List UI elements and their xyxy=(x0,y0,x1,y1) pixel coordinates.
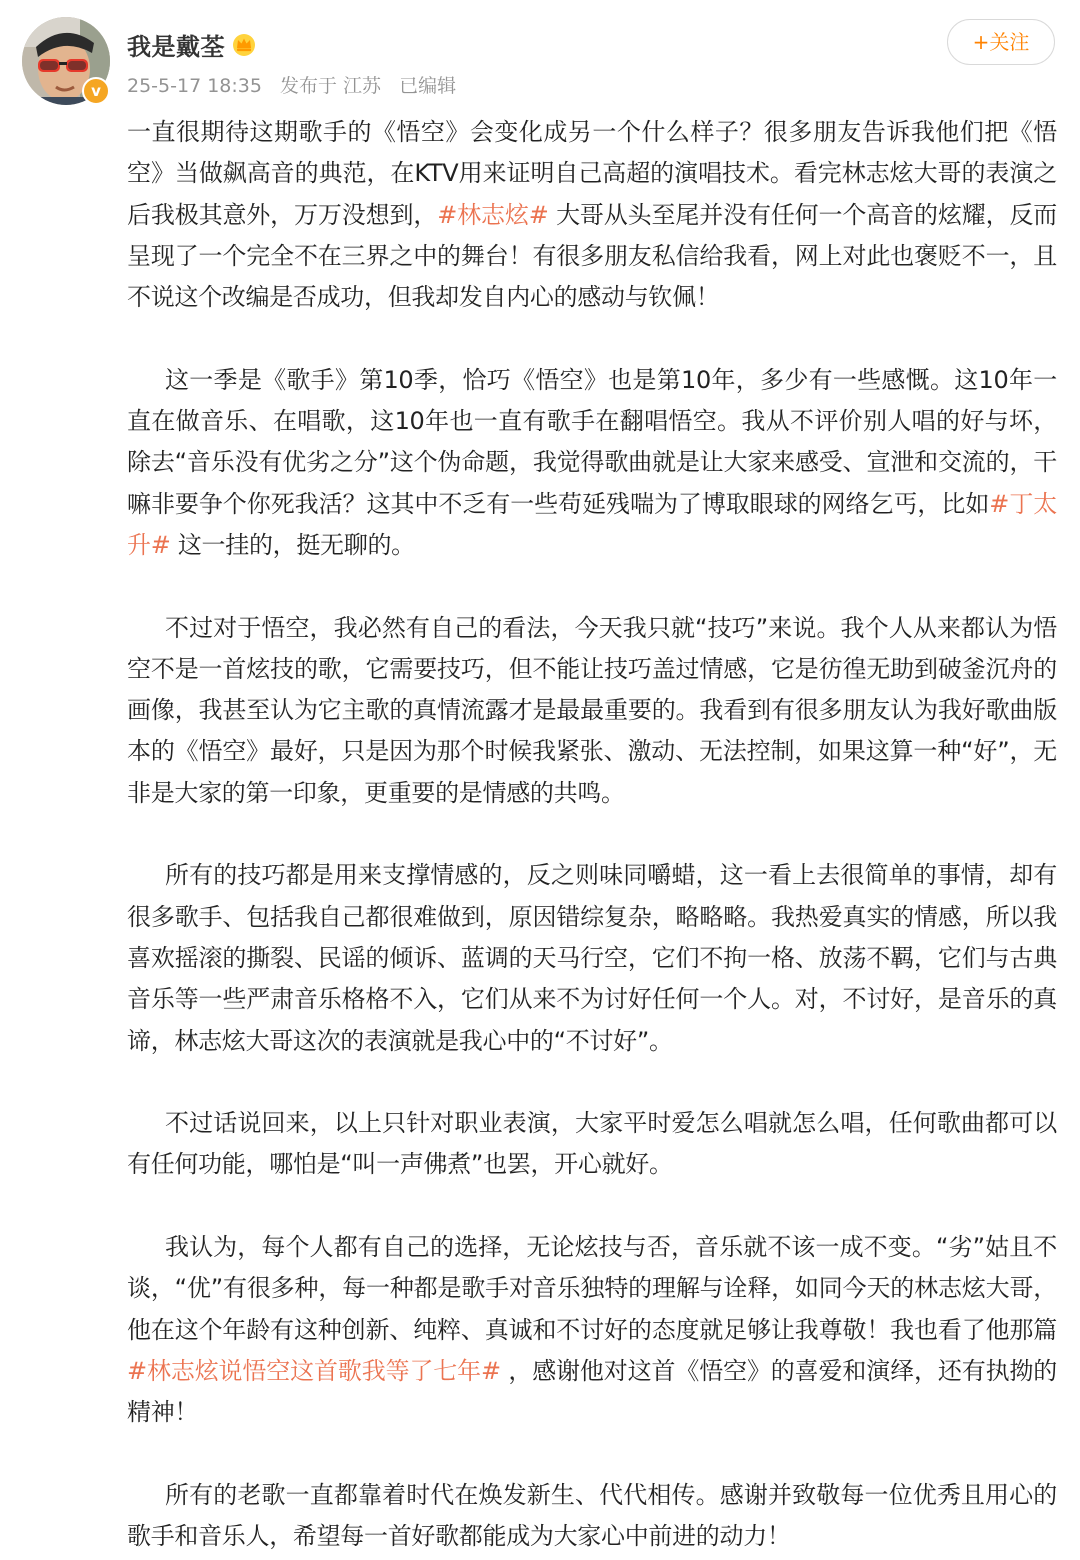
paragraph-text: 不过对于悟空，我必然有自己的看法，今天我只就“技巧”来说。我个人从来都认为悟空不是一首炫技的歌，它需要技巧，但不能让技巧盖过情感，它是彷徨无助到破釜沉舟的画像，我甚至认为它主歌的真情流露才是最最重要的。我看到有很多朋友认为我好歌曲版本的《悟空》最好，只是因为那个时候我紧张、激动、无法控制，如果这算一种“好”，无非是大家的第一印象，更重要的是情感的共鸣。 xyxy=(127,613,1057,807)
paragraph-text: 这一挂的，挺无聊的。 xyxy=(170,530,415,559)
post-paragraph xyxy=(127,855,1057,1061)
paragraph-text: 所有的老歌一直都靠着时代在焕发新生、代代相传。感谢并致敬每一位优秀且用心的歌手和音乐人，希望每一首好歌都能成为大家心中前进的动力！ xyxy=(127,1480,1057,1551)
follow-button[interactable]: +关注 xyxy=(947,19,1055,65)
paragraph-text: 我认为，每个人都有自己的选择，无论炫技与否，音乐就不该一成不变。“劣”姑且不谈，“优”有很多种，每一种都是歌手对音乐独特的理解与诠释，如同今天的林志炫大哥，他在这个年龄有这种创新、纯粹、真诚和不讨好的态度就足够让我尊敬！我也看了他那篇 xyxy=(127,1233,1057,1344)
paragraph-text: 所有的技巧都是用来支撑情感的，反之则味同嚼蜡，这一看上去很简单的事情，却有很多歌手、包括我自己都很难做到，原因错综复杂，略略略。我热爱真实的情感，所以我喜欢摇滚的撕裂、民谣的倾诉、蓝调的天马行空，它们不拘一格、放荡不羁，它们与古典音乐等一些严肃音乐格格不入，它们从来不为讨好任何一个人。对，不讨好，是音乐的真谛，林志炫大哥这次的表演就是我心中的“不讨好”。 xyxy=(127,861,1057,1055)
post-location: 发布于 江苏 xyxy=(280,75,382,97)
username-row xyxy=(127,26,257,62)
verified-badge-icon: v xyxy=(82,77,110,105)
post-time: 25-5-17 18:35 xyxy=(127,75,262,97)
hashtag-link[interactable]: #林志炫说悟空这首歌我等了七年# xyxy=(127,1356,501,1385)
post-paragraph xyxy=(127,360,1057,566)
post-meta xyxy=(127,71,468,98)
paragraph-text: 一直很期待这期歌手的《悟空》会变化成另一个什么样子？很多朋友告诉我他们把《悟空》当做飙高音的典范，在KTV用来证明自己高超的演唱技术。看完林志炫大哥的表演之后我极其意外，万万没想到， xyxy=(127,118,1057,229)
crown-icon xyxy=(231,31,257,57)
username[interactable]: 我是戴荃 xyxy=(127,32,225,61)
paragraph-text: 不过话说回来，以上只针对职业表演，大家平时爱怎么唱就怎么唱，任何歌曲都可以有任何功能，哪怕是“叫一声佛煮”也罢，开心就好。 xyxy=(127,1109,1057,1179)
hashtag-link[interactable]: #林志炫# xyxy=(437,200,549,229)
post-header xyxy=(0,0,1080,118)
paragraph-text: 大哥从头至尾并没有任何一个高音的炫耀，反而呈现了一个完全不在三界之中的舞台！有很多朋友私信给我看，网上对此也褒贬不一，且不说这个改编是否成功，但我却发自内心的感动与钦佩！ xyxy=(127,200,1057,312)
post-paragraph xyxy=(127,1227,1057,1433)
post-paragraph xyxy=(127,608,1057,814)
edited-label: 已编辑 xyxy=(399,75,457,97)
avatar[interactable] xyxy=(22,17,112,107)
hashtag-link[interactable]: #丁太升# xyxy=(127,489,1057,559)
post-paragraph xyxy=(127,1475,1057,1558)
post-paragraph xyxy=(127,112,1057,318)
post-body xyxy=(127,112,1057,1557)
paragraph-text: 这一季是《歌手》第10季，恰巧《悟空》也是第10年，多少有一些感慨。这10年一直在做音乐、在唱歌，这10年也一直有歌手在翻唱悟空。我从不评价别人唱的好与坏，除去“音乐没有优劣之分”这个伪命题，我觉得歌曲就是让大家来感受、宣泄和交流的，干嘛非要争个你死我活？这其中不乏有一些苟延残喘为了博取眼球的网络乞丐，比如 xyxy=(127,365,1057,518)
paragraph-text: ，感谢他对这首《悟空》的喜爱和演绎，还有执拗的精神！ xyxy=(127,1356,1057,1427)
post-paragraph xyxy=(127,1103,1057,1186)
